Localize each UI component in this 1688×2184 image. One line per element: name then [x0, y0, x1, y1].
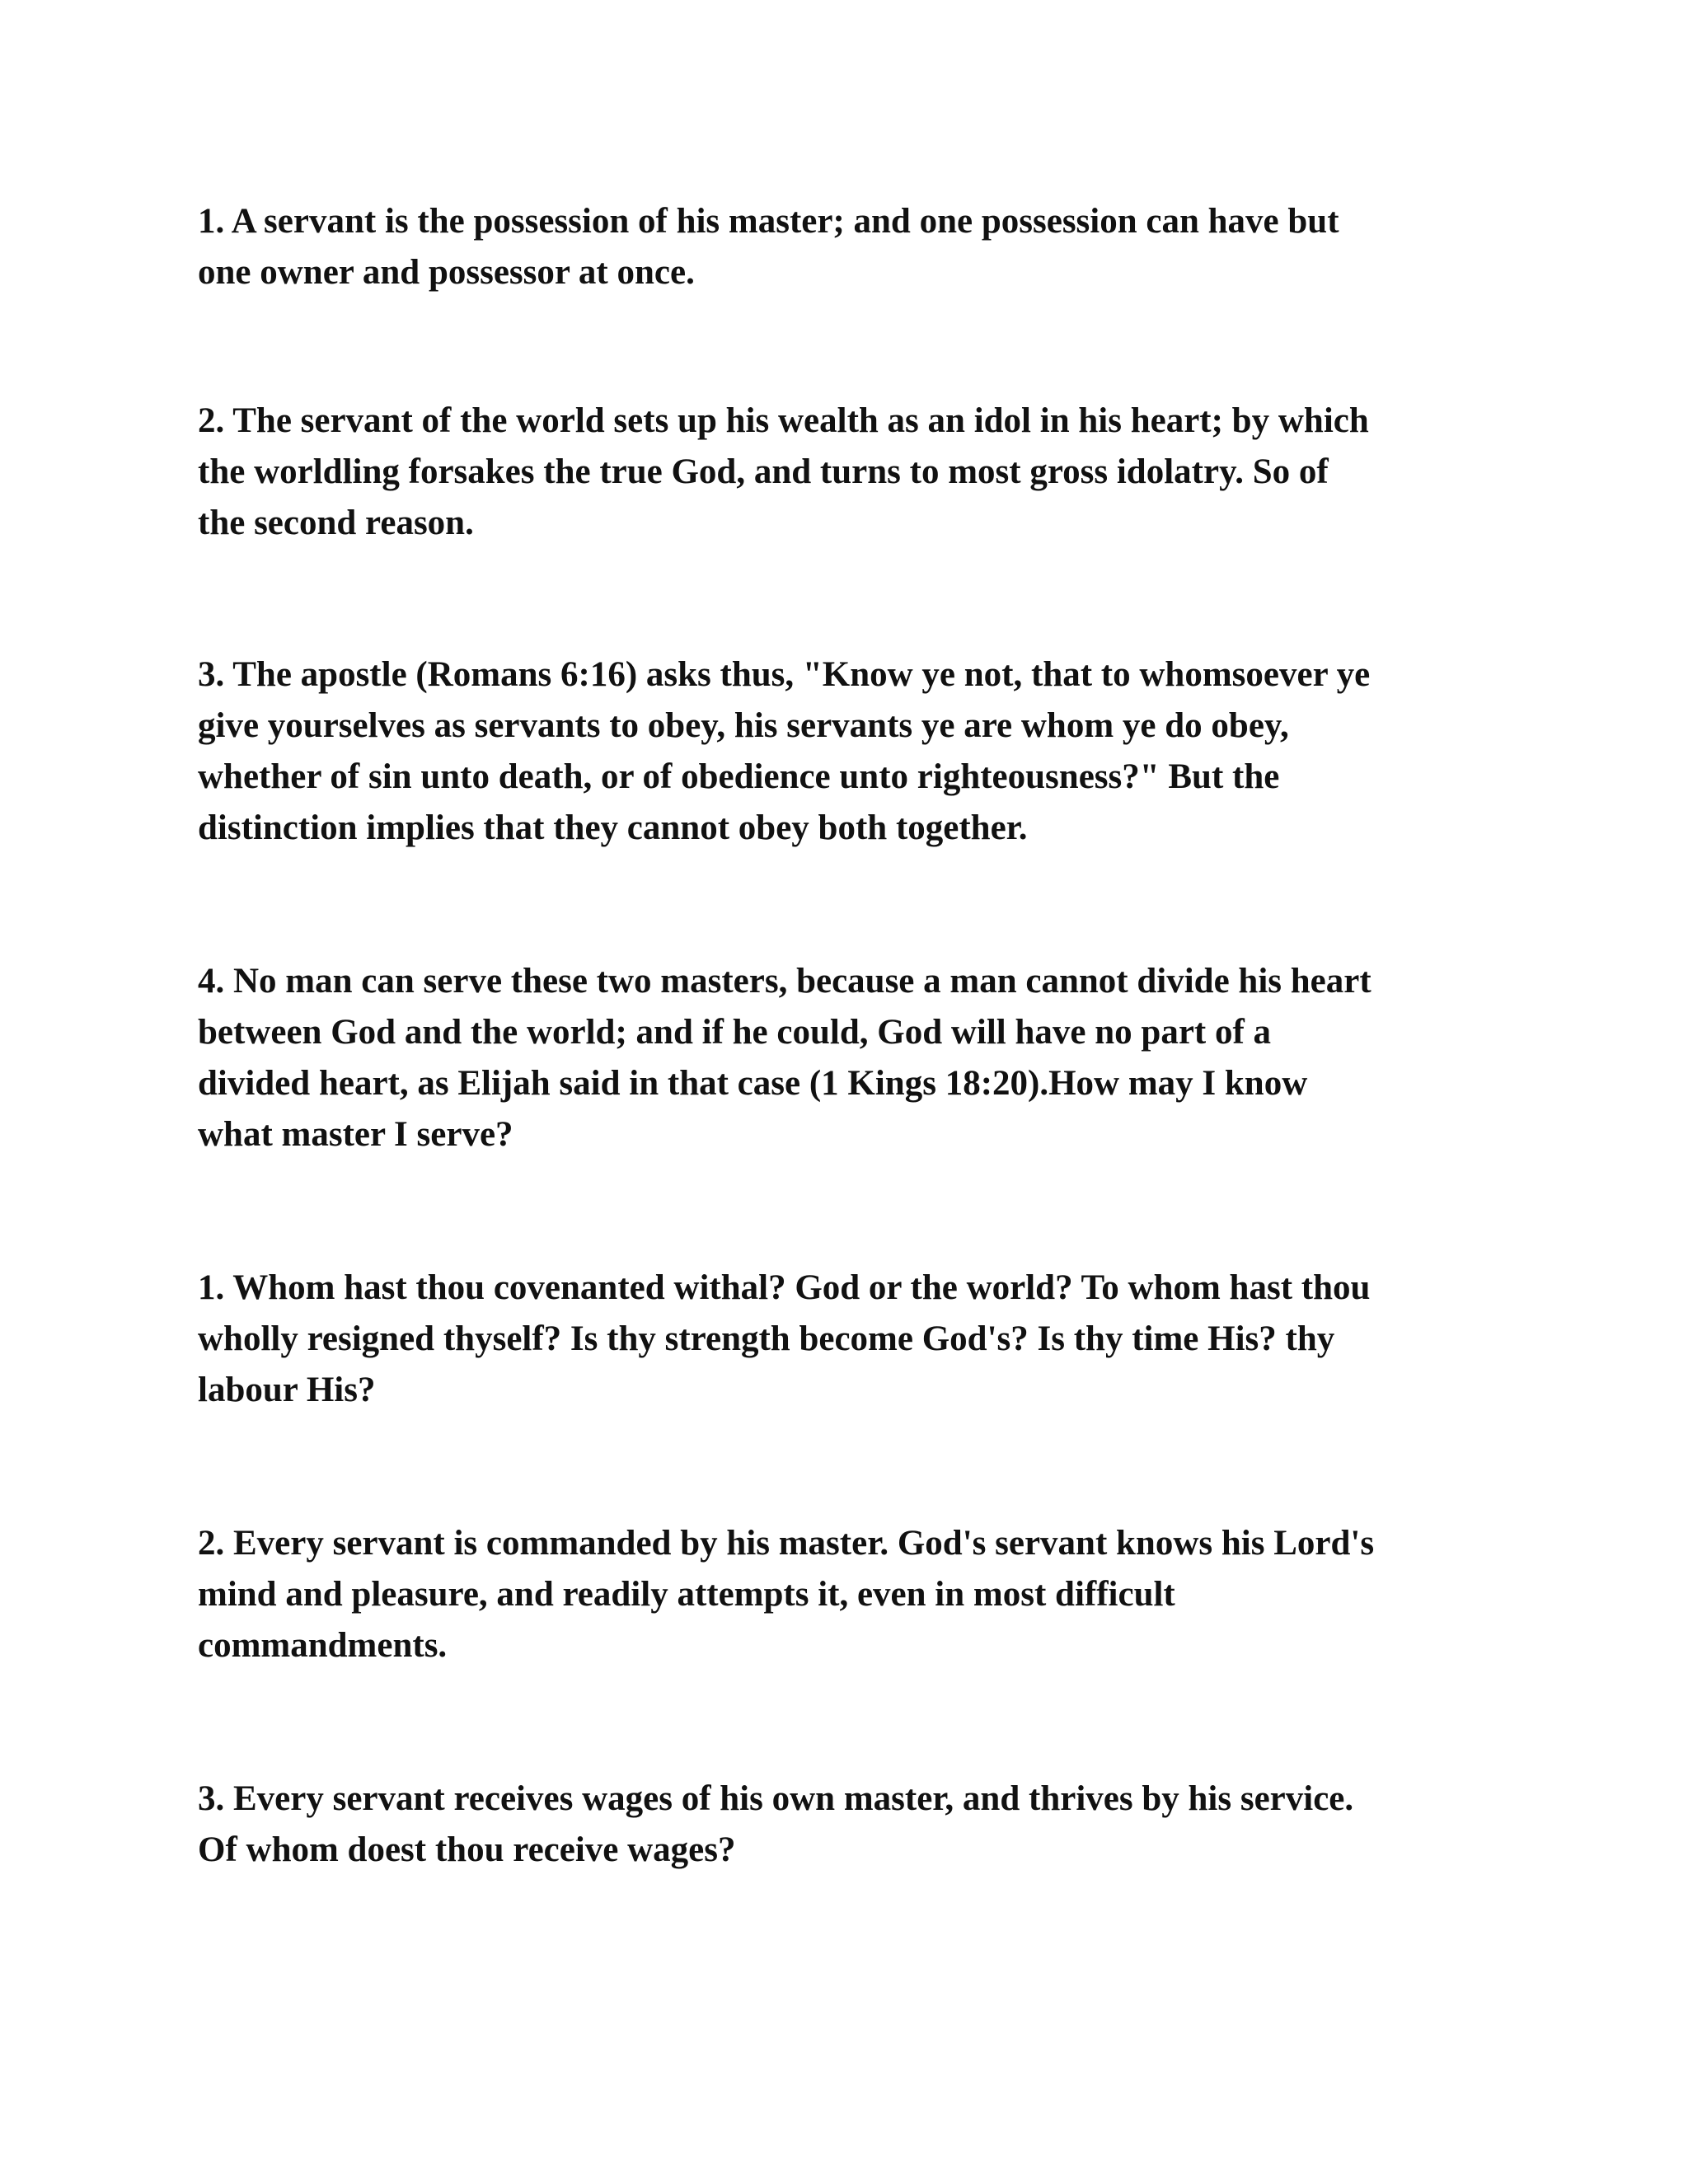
text-line: 1. A servant is the possession of his master; and one possession can have but [198, 202, 1339, 241]
text-line: 2. The servant of the world sets up his wealth as an idol in his heart; by which [198, 401, 1369, 440]
text-line: whether of sin unto death, or of obedience unto righteousness?" But the [198, 757, 1280, 796]
text-line: what master I serve? [198, 1115, 513, 1154]
text-line: between God and the world; and if he could, God will have no part of a [198, 1013, 1272, 1052]
text-line: the worldling forsakes the true God, and turns to most gross idolatry. So of [198, 452, 1329, 491]
text-line: commandments. [198, 1626, 448, 1665]
paragraph-3 [198, 649, 1517, 854]
paragraph-4 [198, 956, 1517, 1160]
paragraph-6 [198, 1518, 1517, 1671]
text-line: 3. The apostle (Romans 6:16) asks thus, "Know ye not, that to whomsoever ye [198, 655, 1371, 694]
text-line: distinction implies that they cannot obey both together. [198, 808, 1028, 847]
text-line: wholly resigned thyself? Is thy strength become God's? Is thy time His? thy [198, 1319, 1335, 1358]
text-line: 2. Every servant is commanded by his master. God's servant knows his Lord's [198, 1524, 1375, 1563]
paragraph-2 [198, 396, 1517, 549]
paragraph-7 [198, 1774, 1517, 1876]
paragraph-1 [198, 196, 1517, 298]
text-line: Of whom doest thou receive wages? [198, 1830, 736, 1869]
text-line: 4. No man can serve these two masters, because a man cannot divide his heart [198, 962, 1372, 1001]
text-line: the second reason. [198, 504, 474, 542]
text-line: 3. Every servant receives wages of his own master, and thrives by his service. [198, 1779, 1354, 1818]
text-line: labour His? [198, 1371, 376, 1409]
text-line: mind and pleasure, and readily attempts it, even in most difficult [198, 1575, 1175, 1614]
text-line: one owner and possessor at once. [198, 253, 695, 292]
text-line: divided heart, as Elijah said in that case (1 Kings 18:20).How may I know [198, 1064, 1308, 1103]
text-line: 1. Whom hast thou covenanted withal? God or the world? To whom hast thou [198, 1268, 1371, 1307]
paragraph-5 [198, 1263, 1517, 1416]
text-line: give yourselves as servants to obey, his servants ye are whom ye do obey, [198, 706, 1289, 745]
